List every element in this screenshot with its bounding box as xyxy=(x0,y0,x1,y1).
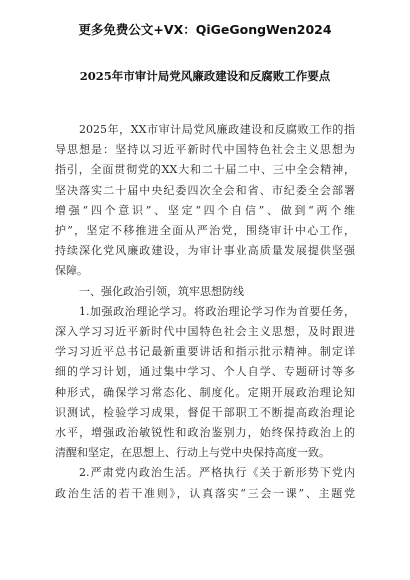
item-1-paragraph xyxy=(55,302,355,464)
paragraph-line: 细的学习计划，通过集中学习、个人自学、专题研讨等多 xyxy=(55,365,355,379)
paragraph-line: 1.加强政治理论学习。将政治理论学习作为首要任务， xyxy=(79,304,355,318)
section-heading: 一、强化政治引领，筑牢思想防线 xyxy=(79,284,244,298)
paragraph-line: 水平，增强政治敏锐性和政治鉴别力，始终保持政治上的 xyxy=(55,426,355,440)
document-body xyxy=(55,120,355,504)
paragraph-line: 指引，全面贯彻党的XX大和二十届二中、三中全会精神， xyxy=(55,163,355,177)
paragraph-line: 护”，坚定不移推进全面从严治党，围绕审计中心工作， xyxy=(55,224,355,238)
paragraph-line: 深入学习习近平新时代中国特色社会主义思想，及时跟进 xyxy=(55,325,355,339)
paragraph-line: 导思想是：坚持以习近平新时代中国特色社会主义思想为 xyxy=(55,143,355,157)
document-title: 2025年市审计局党风廉政建设和反腐败工作要点 xyxy=(79,69,331,83)
watermark-header: 更多免费公文+VX：QiGeGongWen2024 xyxy=(78,22,332,37)
paragraph-line: 清醒和坚定，在思想上、行动上与党中央保持高度一致。 xyxy=(55,446,330,460)
paragraph-line: 政治生活的若干准则》，认真落实“三会一课”、主题党 xyxy=(55,486,355,500)
paragraph-line: 识测试，检验学习成果，督促干部职工不断提高政治理论 xyxy=(55,405,355,419)
item-2-paragraph xyxy=(55,463,355,503)
paragraph-line: 2.严肃党内政治生活。严格执行《关于新形势下党内 xyxy=(79,466,355,480)
paragraph-line: 增强“四个意识”、坚定“四个自信”、做到“两个维 xyxy=(55,203,355,217)
paragraph-line: 坚决落实二十届中央纪委四次全会和省、市纪委全会部署 xyxy=(55,183,355,197)
paragraph-line: 持续深化党风廉政建设，为审计事业高质量发展提供坚强 xyxy=(55,244,355,258)
paragraph-line: 学习习近平总书记最新重要讲话和指示批示精神。制定详 xyxy=(55,345,355,359)
paragraph-line: 种形式，确保学习常态化、制度化。定期开展政治理论知 xyxy=(55,385,355,399)
paragraph-line: 保障。 xyxy=(55,264,88,278)
intro-paragraph xyxy=(55,120,355,282)
paragraph-line: 2025年，XX市审计局党风廉政建设和反腐败工作的指 xyxy=(79,123,355,136)
